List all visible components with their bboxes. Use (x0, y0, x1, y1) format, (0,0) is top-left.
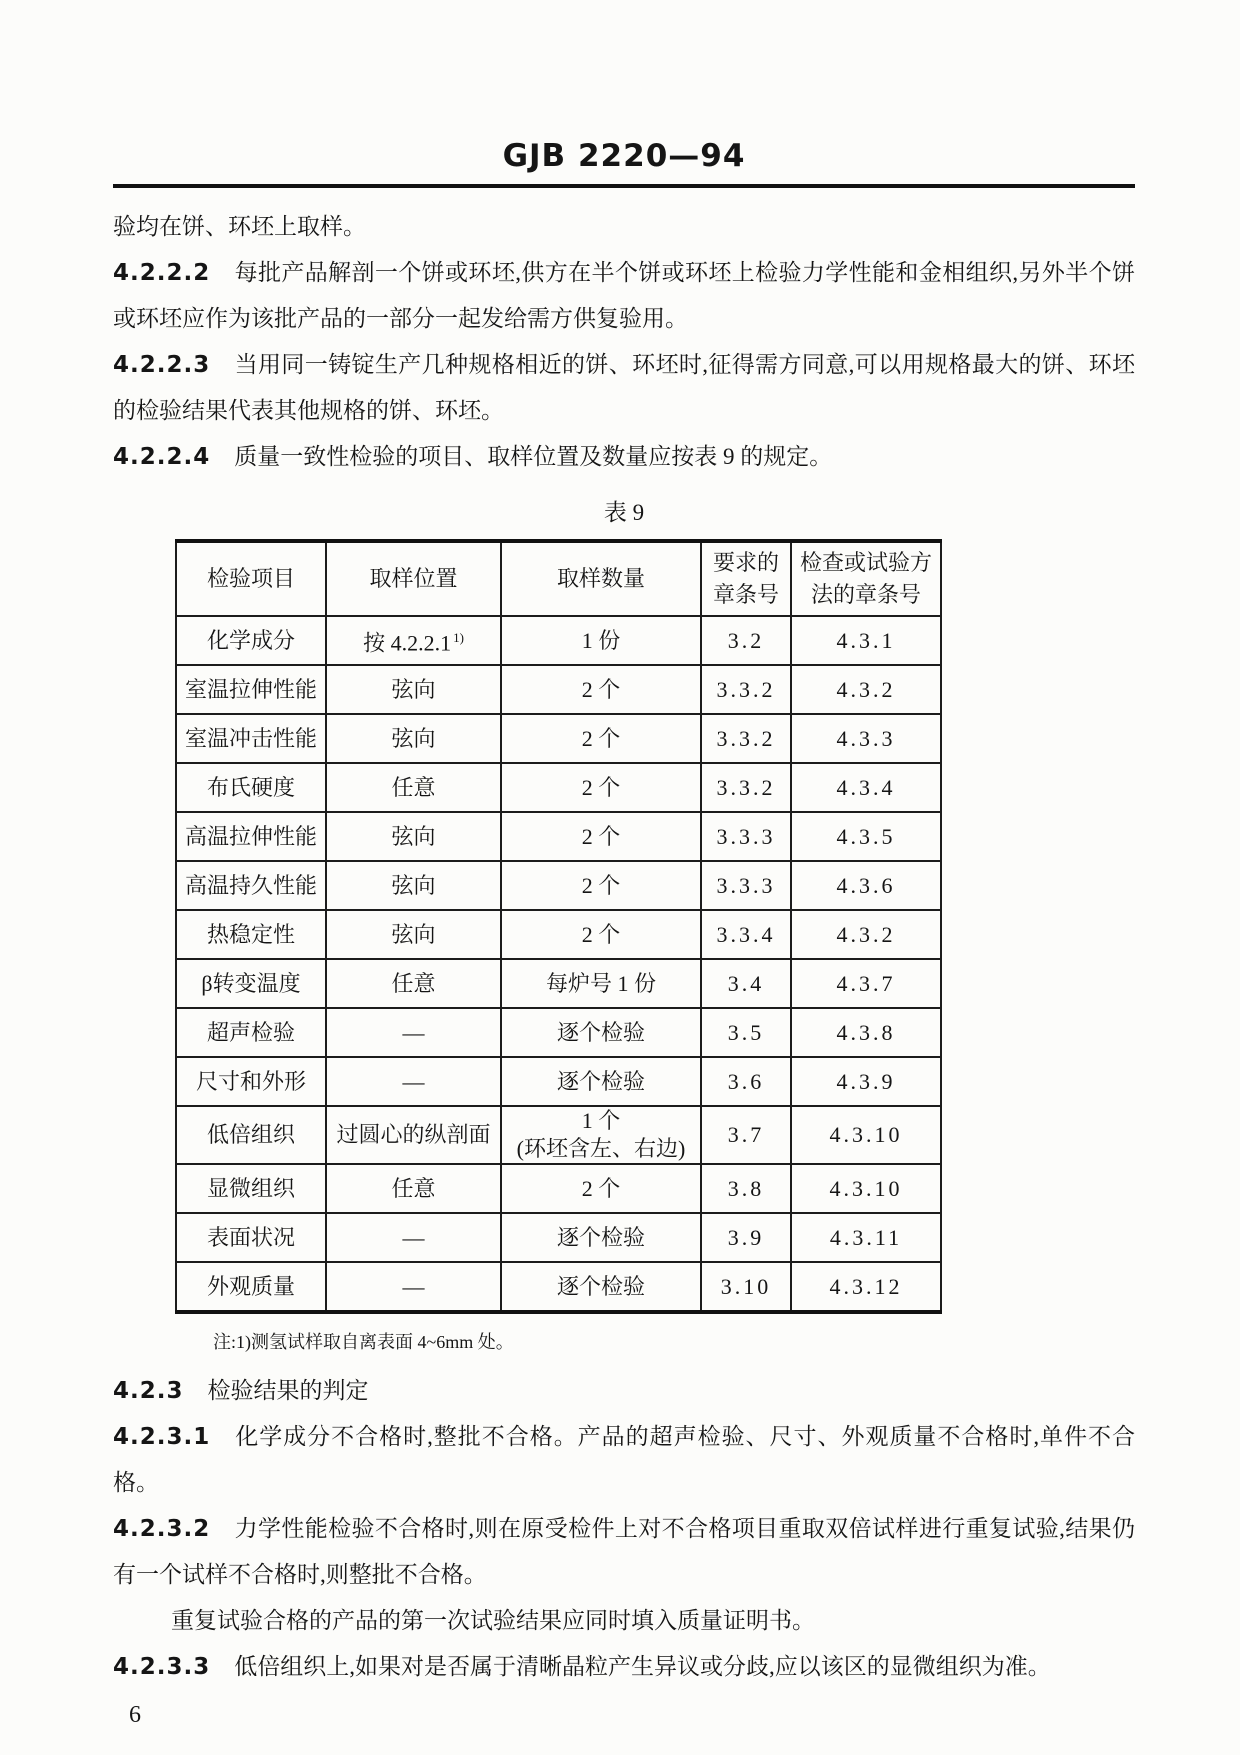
cell-requirement-clause: 3.6 (701, 1057, 791, 1106)
table-row (176, 665, 941, 714)
cell-inspection-item: 高温持久性能 (176, 861, 326, 910)
clause-number: 4.2.3.3 (113, 1654, 211, 1680)
cell-sampling-quantity: 1 个 (环坯含左、右边) (501, 1106, 701, 1164)
cell-sampling-position: 任意 (326, 763, 501, 812)
cell-requirement-clause: 3.9 (701, 1213, 791, 1262)
table-row (176, 1057, 941, 1106)
paragraph-text: 重复试验合格的产品的第一次试验结果应同时填入质量证明书。 (171, 1608, 815, 1633)
cell-inspection-item: 室温拉伸性能 (176, 665, 326, 714)
column-header-quantity: 取样数量 (501, 541, 701, 616)
cell-inspection-item: 超声检验 (176, 1008, 326, 1057)
table-footnote: 注:1)测氢试样取自离表面 4~6mm 处。 (213, 1332, 514, 1352)
table-row (176, 1262, 941, 1312)
clause-number: 4.2.2.3 (113, 352, 211, 378)
cell-sampling-position: — (326, 1057, 501, 1106)
paragraph-text: 每批产品解剖一个饼或环坯,供方在半个饼或环坯上检验力学性能和金相组织,另外半个饼或环坯应作为该批产品的一部分一起发给需方供复验用。 (113, 260, 1135, 331)
table-row (176, 812, 941, 861)
cell-inspection-item: 布氏硬度 (176, 763, 326, 812)
paragraph (113, 250, 1135, 342)
cell-sampling-quantity: 2 个 (501, 861, 701, 910)
cell-inspection-item: 表面状况 (176, 1213, 326, 1262)
table-row (176, 616, 941, 665)
inspection-items-table (175, 539, 942, 1314)
cell-method-clause: 4.3.9 (791, 1057, 941, 1106)
table-body (176, 616, 941, 1312)
table-row (176, 959, 941, 1008)
table-row (176, 910, 941, 959)
cell-method-clause: 4.3.3 (791, 714, 941, 763)
table-row (176, 1164, 941, 1213)
paragraph-text: 化学成分不合格时,整批不合格。产品的超声检验、尺寸、外观质量不合格时,单件不合格。 (113, 1424, 1135, 1495)
table-caption: 表 9 (603, 500, 645, 525)
column-header-method-clause: 检查或试验方 法的章条号 (791, 541, 941, 616)
clause-number: 4.2.3.2 (113, 1516, 211, 1542)
cell-method-clause: 4.3.7 (791, 959, 941, 1008)
cell-sampling-position: 任意 (326, 959, 501, 1008)
paragraph (113, 1598, 1135, 1644)
cell-requirement-clause: 3.3.2 (701, 763, 791, 812)
paragraph-text: 检验结果的判定 (207, 1378, 369, 1403)
cell-inspection-item: 化学成分 (176, 616, 326, 665)
cell-sampling-position: 按 4.2.2.1 $^{1)}$ (326, 616, 501, 665)
cell-sampling-quantity: 2 个 (501, 1164, 701, 1213)
footnote-reference: 1) (453, 629, 464, 645)
cell-inspection-item: 尺寸和外形 (176, 1057, 326, 1106)
cell-method-clause: 4.3.2 (791, 910, 941, 959)
standard-number-title: GJB 2220—94 (502, 138, 746, 174)
paragraph (113, 434, 1135, 480)
cell-method-clause: 4.3.8 (791, 1008, 941, 1057)
table-row (176, 1106, 941, 1164)
cell-sampling-position: 弦向 (326, 861, 501, 910)
paragraph (113, 1368, 1135, 1414)
cell-sampling-quantity: 逐个检验 (501, 1262, 701, 1312)
paragraph (113, 1414, 1135, 1506)
clause-number: 4.2.2.2 (113, 260, 211, 286)
cell-requirement-clause: 3.8 (701, 1164, 791, 1213)
cell-requirement-clause: 3.7 (701, 1106, 791, 1164)
cell-inspection-item: 低倍组织 (176, 1106, 326, 1164)
cell-inspection-item: 高温拉伸性能 (176, 812, 326, 861)
paragraph (113, 342, 1135, 434)
cell-sampling-position: 任意 (326, 1164, 501, 1213)
clause-number: 4.2.3.1 (113, 1424, 211, 1450)
column-header-position: 取样位置 (326, 541, 501, 616)
cell-requirement-clause: 3.4 (701, 959, 791, 1008)
cell-inspection-item: β转变温度 (176, 959, 326, 1008)
cell-inspection-item: 显微组织 (176, 1164, 326, 1213)
cell-requirement-clause: 3.10 (701, 1262, 791, 1312)
paragraph (113, 1506, 1135, 1598)
cell-sampling-position: 过圆心的纵剖面 (326, 1106, 501, 1164)
cell-method-clause: 4.3.5 (791, 812, 941, 861)
paragraph-text: 当用同一铸锭生产几种规格相近的饼、环坯时,征得需方同意,可以用规格最大的饼、环坯的检验结果代表其他规格的饼、环坯。 (113, 352, 1135, 423)
cell-sampling-quantity: 2 个 (501, 763, 701, 812)
cell-method-clause: 4.3.11 (791, 1213, 941, 1262)
table-row (176, 1008, 941, 1057)
cell-sampling-quantity: 1 份 (501, 616, 701, 665)
cell-method-clause: 4.3.6 (791, 861, 941, 910)
cell-sampling-position: — (326, 1262, 501, 1312)
cell-requirement-clause: 3.2 (701, 616, 791, 665)
paragraph (113, 1644, 1135, 1690)
cell-sampling-position: — (326, 1008, 501, 1057)
cell-method-clause: 4.3.10 (791, 1164, 941, 1213)
cell-requirement-clause: 3.3.3 (701, 812, 791, 861)
cell-method-clause: 4.3.2 (791, 665, 941, 714)
column-header-requirement-clause: 要求的 章条号 (701, 541, 791, 616)
cell-method-clause: 4.3.1 (791, 616, 941, 665)
clause-number: 4.2.3 (113, 1378, 184, 1404)
paragraph-text: 验均在饼、环坯上取样。 (113, 214, 366, 239)
cell-requirement-clause: 3.3.2 (701, 665, 791, 714)
column-header-item: 检验项目 (176, 541, 326, 616)
cell-sampling-position: 弦向 (326, 665, 501, 714)
cell-sampling-quantity: 逐个检验 (501, 1008, 701, 1057)
cell-sampling-quantity: 2 个 (501, 714, 701, 763)
table-row (176, 714, 941, 763)
cell-sampling-position: 弦向 (326, 812, 501, 861)
cell-sampling-quantity: 每炉号 1 份 (501, 959, 701, 1008)
cell-inspection-item: 室温冲击性能 (176, 714, 326, 763)
cell-sampling-quantity: 逐个检验 (501, 1057, 701, 1106)
cell-requirement-clause: 3.3.2 (701, 714, 791, 763)
cell-inspection-item: 热稳定性 (176, 910, 326, 959)
table-row (176, 763, 941, 812)
cell-sampling-quantity: 逐个检验 (501, 1213, 701, 1262)
clause-number: 4.2.2.4 (113, 444, 211, 470)
cell-method-clause: 4.3.12 (791, 1262, 941, 1312)
cell-sampling-quantity: 2 个 (501, 910, 701, 959)
table-row (176, 861, 941, 910)
cell-requirement-clause: 3.5 (701, 1008, 791, 1057)
cell-sampling-position: 弦向 (326, 910, 501, 959)
table-header-row (176, 541, 941, 616)
cell-method-clause: 4.3.4 (791, 763, 941, 812)
cell-inspection-item: 外观质量 (176, 1262, 326, 1312)
cell-requirement-clause: 3.3.3 (701, 861, 791, 910)
cell-requirement-clause: 3.3.4 (701, 910, 791, 959)
cell-sampling-position: 弦向 (326, 714, 501, 763)
paragraph-text: 力学性能检验不合格时,则在原受检件上对不合格项目重取双倍试样进行重复试验,结果仍有一个试样不合格时,则整批不合格。 (113, 1516, 1135, 1587)
table-row (176, 1213, 941, 1262)
paragraph-text: 低倍组织上,如果对是否属于清晰晶粒产生异议或分歧,应以该区的显微组织为准。 (234, 1654, 1051, 1679)
header-rule (113, 184, 1135, 188)
cell-sampling-quantity: 2 个 (501, 665, 701, 714)
cell-sampling-position: — (326, 1213, 501, 1262)
paragraph-text: 质量一致性检验的项目、取样位置及数量应按表 9 的规定。 (234, 444, 833, 469)
page-number: 6 (129, 1702, 141, 1728)
cell-method-clause: 4.3.10 (791, 1106, 941, 1164)
cell-sampling-quantity: 2 个 (501, 812, 701, 861)
paragraph (113, 204, 1135, 250)
